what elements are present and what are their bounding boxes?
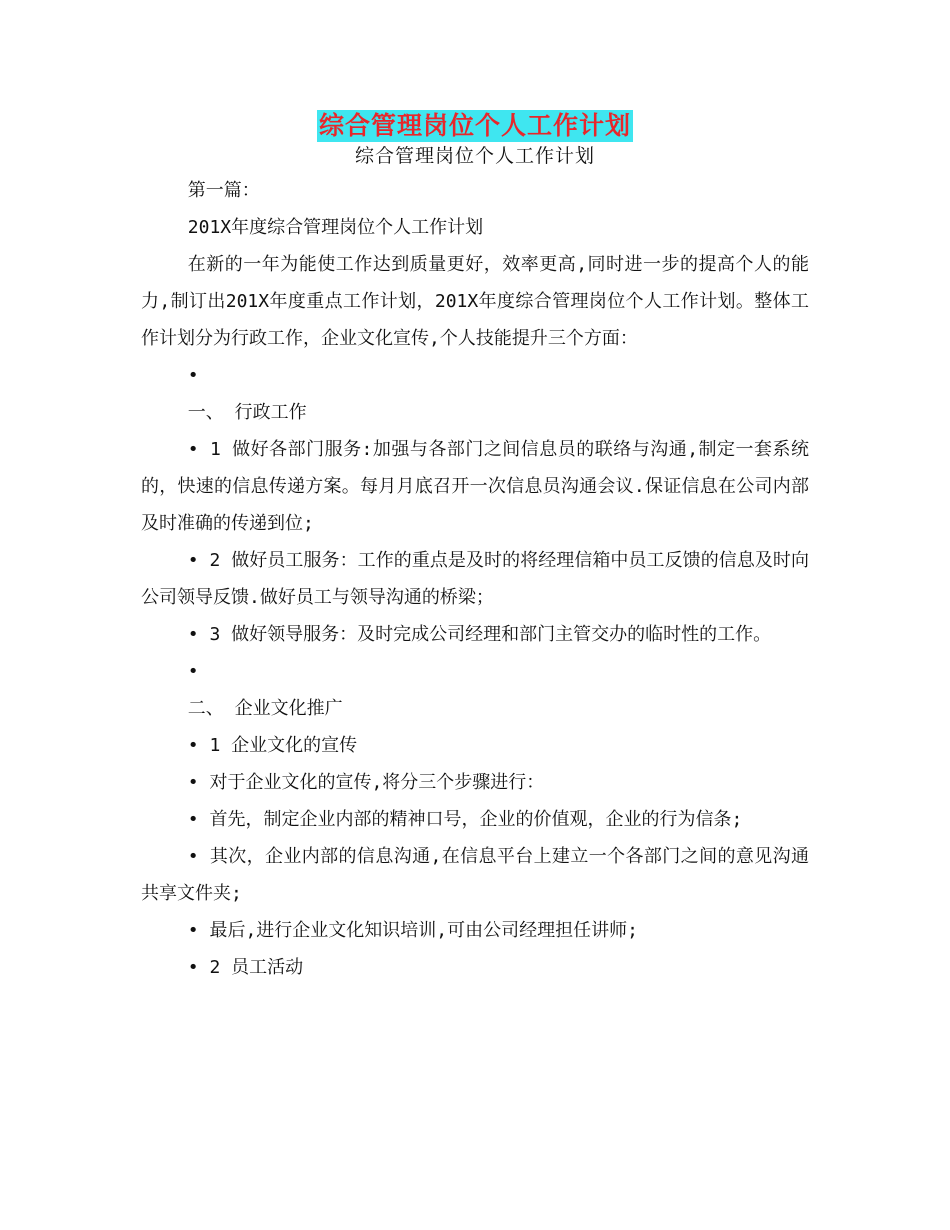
paragraph: 在新的一年为能使工作达到质量更好，效率更高,同时进一步的提高个人的能力,制订出201X年度重点工作计划，201X年度综合管理岗位个人工作计划。整体工作计划分为行政工作，企业文化宣传,个人技能提升三个方面： (141, 254, 809, 349)
section-heading: 二、 企业文化推广 (187, 698, 343, 719)
paragraph: • 3 做好领导服务：及时完成公司经理和部门主管交办的临时性的工作。 (187, 624, 772, 645)
paragraph: • 首先，制定企业内部的精神口号，企业的价值观，企业的行为信条; (187, 809, 743, 830)
paragraph: • 最后,进行企业文化知识培训,可由公司经理担任讲师; (187, 920, 638, 941)
bullet-empty: • (187, 365, 199, 386)
paragraph: • 1 企业文化的宣传 (187, 735, 358, 756)
paragraph: 第一篇： (187, 180, 260, 201)
paragraph: • 1 做好各部门服务:加强与各部门之间信息员的联络与沟通,制定一套系统的，快速的信息传递方案。每月月底召开一次信息员沟通会议.保证信息在公司内部及时准确的传递到位; (141, 439, 809, 534)
paragraph: • 2 员工活动 (187, 957, 304, 978)
document-body (141, 172, 809, 986)
page-title: 综合管理岗位个人工作计划 (318, 111, 631, 140)
paragraph: • 对于企业文化的宣传,将分三个步骤进行： (187, 772, 545, 793)
paragraph: • 其次，企业内部的信息沟通,在信息平台上建立一个各部门之间的意见沟通共享文件夹; (141, 846, 809, 904)
title-container (0, 110, 950, 142)
paragraph: • 2 做好员工服务：工作的重点是及时的将经理信箱中员工反馈的信息及时向公司领导反馈.做好员工与领导沟通的桥梁； (141, 550, 809, 608)
page-subtitle: 综合管理岗位个人工作计划 (354, 145, 595, 167)
section-heading: 一、 行政工作 (187, 402, 307, 423)
paragraph: 201X年度综合管理岗位个人工作计划 (187, 217, 484, 238)
bullet-empty: • (187, 661, 199, 682)
